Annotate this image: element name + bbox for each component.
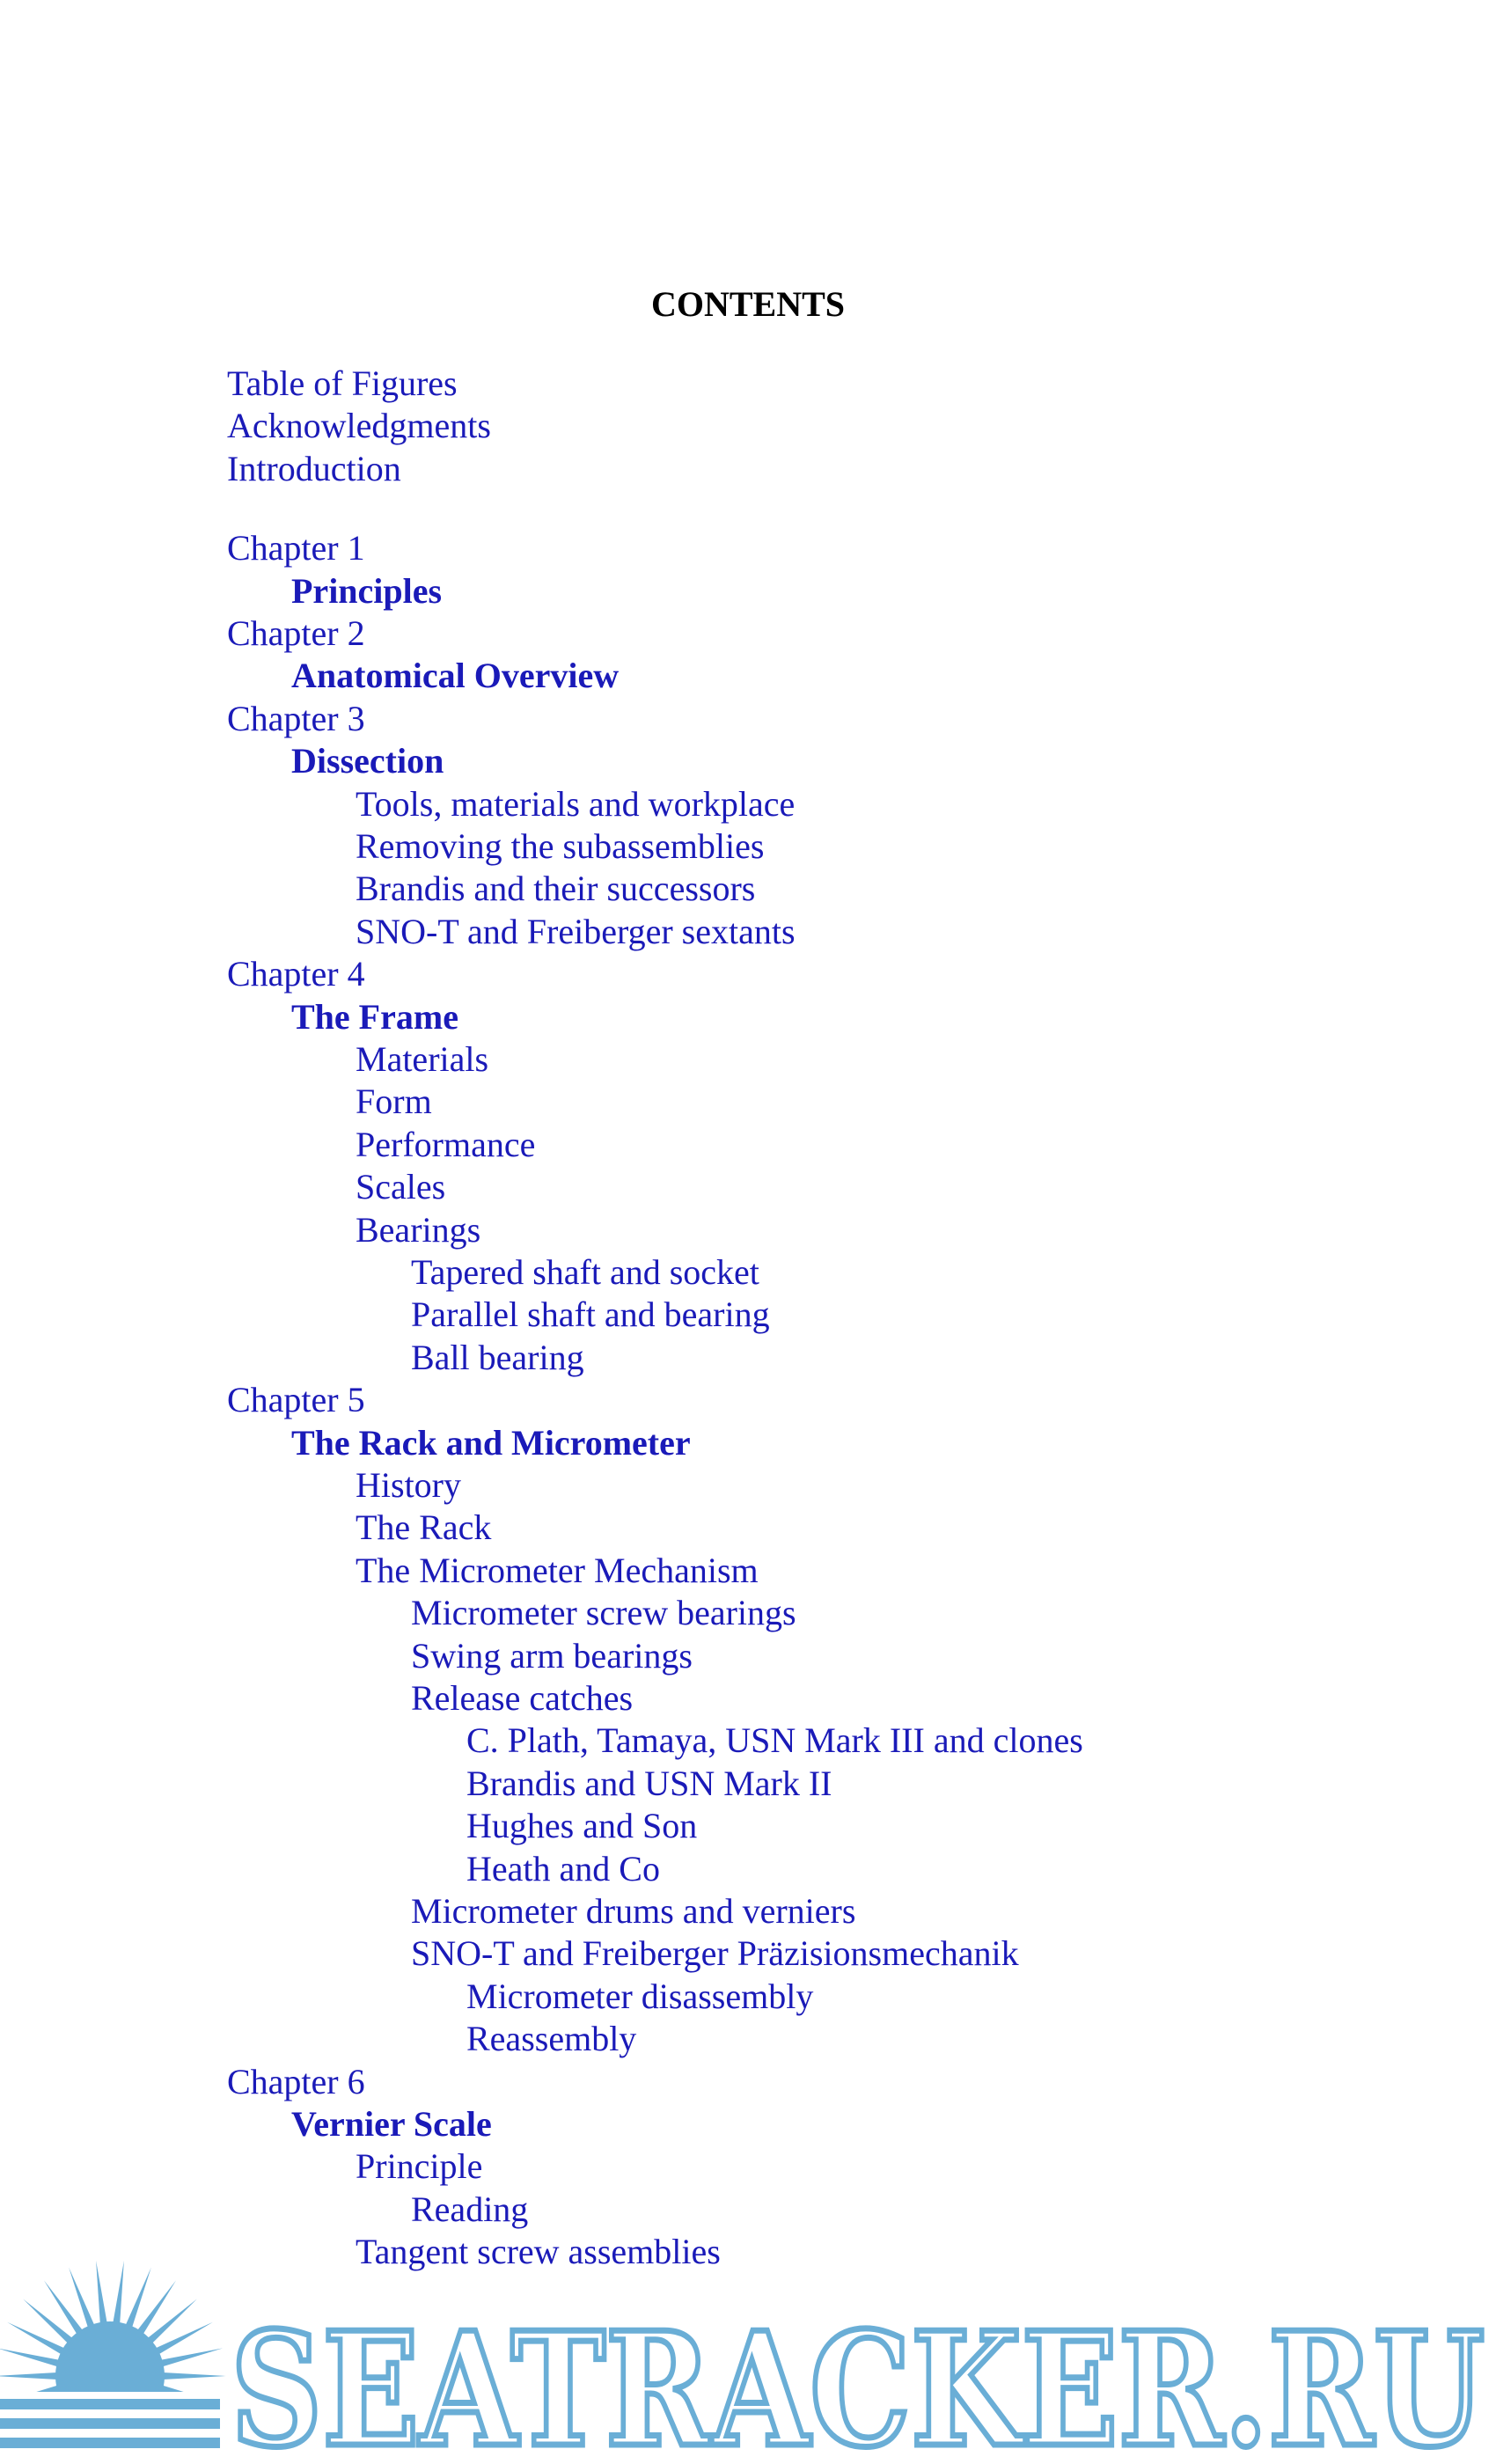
toc-entry[interactable]: Parallel shaft and bearing xyxy=(411,1294,770,1335)
toc-entry[interactable]: Reassembly xyxy=(466,2019,637,2059)
toc-entry[interactable]: Tools, materials and workplace xyxy=(356,783,796,824)
toc-entry[interactable]: Chapter 2 xyxy=(227,613,365,653)
toc-entry[interactable]: Introduction xyxy=(227,448,401,488)
toc-entry[interactable]: Reading xyxy=(411,2189,529,2229)
toc-entry[interactable]: Anatomical Overview xyxy=(291,656,620,696)
toc-entry[interactable]: Micrometer screw bearings xyxy=(411,1593,796,1633)
toc-entry[interactable]: Micrometer disassembly xyxy=(466,1976,814,2016)
toc-entry[interactable]: Bearings xyxy=(356,1209,481,1250)
toc-entry[interactable]: SNO-T and Freiberger sextants xyxy=(356,911,796,951)
toc-entry[interactable]: Tapered shaft and socket xyxy=(411,1252,759,1292)
toc-entry[interactable]: Heath and Co xyxy=(466,1848,660,1888)
toc-entry[interactable]: Release catches xyxy=(411,1678,634,1718)
toc-entry[interactable]: Principle xyxy=(356,2146,483,2187)
watermark-text: SEATRACKER.RU xyxy=(231,2298,1485,2464)
toc-entry[interactable]: History xyxy=(356,1465,461,1505)
toc-entry[interactable]: Micrometer drums and verniers xyxy=(411,1891,856,1931)
toc-entry[interactable]: Chapter 4 xyxy=(227,954,365,994)
toc-entry[interactable]: Chapter 6 xyxy=(227,2061,365,2101)
toc-entry[interactable]: Hughes and Son xyxy=(466,1806,698,1846)
toc-entry[interactable]: The Rack and Micrometer xyxy=(291,1422,691,1463)
toc-entry[interactable]: The Frame xyxy=(291,996,458,1037)
toc-entry[interactable]: Brandis and USN Mark II xyxy=(466,1763,832,1803)
toc-entry[interactable]: Tangent screw assemblies xyxy=(356,2232,721,2272)
toc-entry[interactable]: Chapter 3 xyxy=(227,698,365,738)
toc-entry[interactable]: The Rack xyxy=(356,1507,492,1548)
toc-entry[interactable]: The Micrometer Mechanism xyxy=(356,1550,759,1590)
toc-entry[interactable]: Materials xyxy=(356,1039,489,1079)
watermark xyxy=(0,2235,1496,2464)
toc-entry[interactable]: Performance xyxy=(356,1124,536,1164)
toc-entry[interactable]: Vernier Scale xyxy=(291,2104,492,2144)
toc-entry[interactable]: Ball bearing xyxy=(411,1337,584,1377)
toc-entry[interactable]: C. Plath, Tamaya, USN Mark III and clones xyxy=(466,1720,1083,1761)
toc-entry[interactable]: SNO-T and Freiberger Präzisionsmechanik xyxy=(411,1933,1019,1974)
toc-entry[interactable]: Brandis and their successors xyxy=(356,869,756,909)
sun-icon xyxy=(0,2261,226,2464)
toc-entry[interactable]: Dissection xyxy=(291,741,444,781)
toc-entry[interactable]: Form xyxy=(356,1082,432,1122)
toc-entry[interactable]: Removing the subassemblies xyxy=(356,826,765,866)
toc-entry[interactable]: Swing arm bearings xyxy=(411,1635,693,1676)
toc-entry[interactable]: Chapter 5 xyxy=(227,1380,365,1420)
toc-entry[interactable]: Acknowledgments xyxy=(227,406,491,446)
page-title: CONTENTS xyxy=(650,284,846,324)
toc-entry[interactable]: Scales xyxy=(356,1167,446,1207)
toc-entry[interactable]: Principles xyxy=(291,570,443,611)
toc-entry[interactable]: Table of Figures xyxy=(227,363,458,403)
toc-entry[interactable]: Chapter 1 xyxy=(227,528,365,568)
